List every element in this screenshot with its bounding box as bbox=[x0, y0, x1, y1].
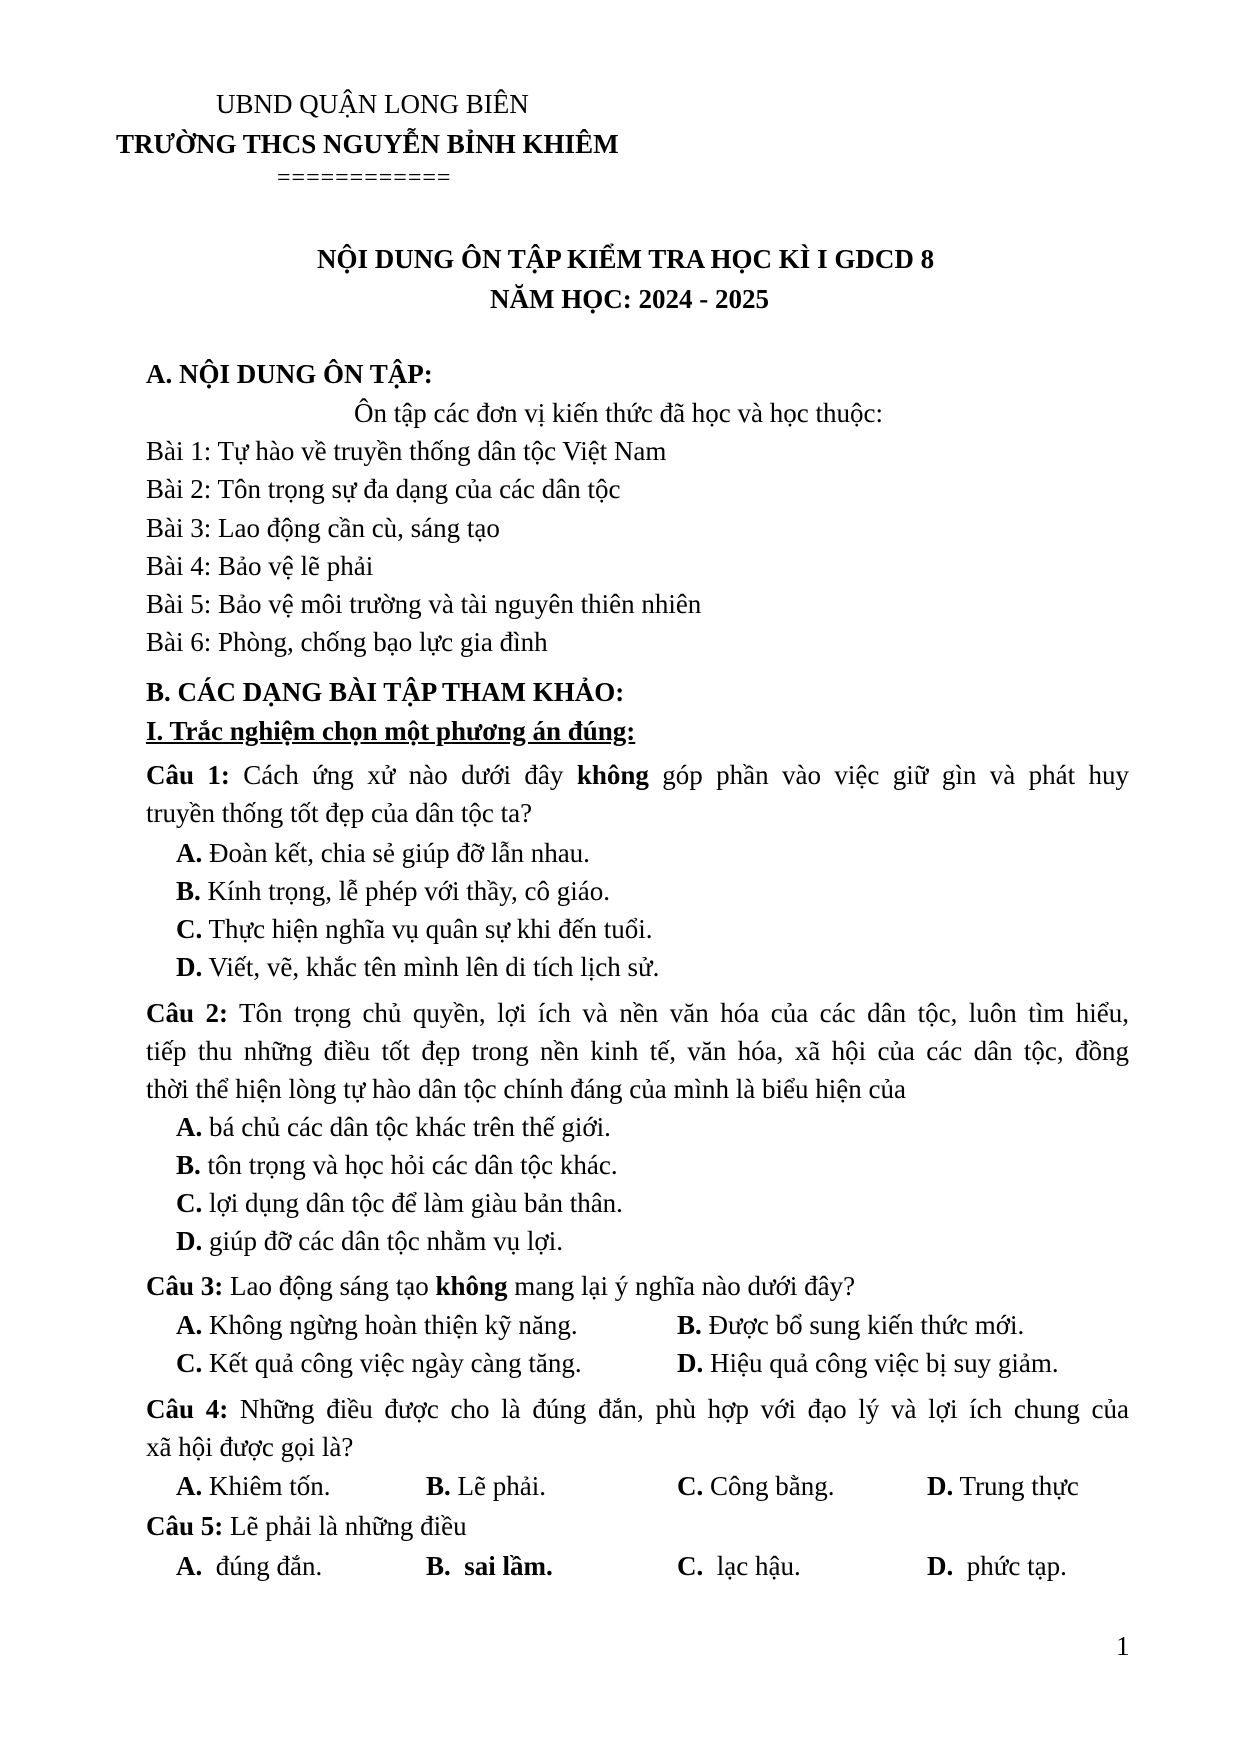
option-c: C. lạc hậu. bbox=[677, 1551, 801, 1581]
question-3-text: Câu 3: Lao động sáng tạo không mang lại ý nghĩa nào dưới đây? bbox=[146, 1271, 856, 1301]
option-a: A. bá chủ các dân tộc khác trên thế giới. bbox=[176, 1112, 611, 1142]
document-title: NỘI DUNG ÔN TẬP KIỂM TRA HỌC KÌ I GDCD 8 bbox=[317, 244, 935, 274]
question-2-text: Câu 2: Tôn trọng chủ quyền, lợi ích và nền văn hóa của các dân tộc, luôn tìm hiểu, bbox=[146, 998, 1130, 1028]
option-b: B. tôn trọng và học hỏi các dân tộc khác. bbox=[176, 1150, 618, 1180]
emphasis: không bbox=[576, 760, 649, 790]
option-c: C. Công bằng. bbox=[677, 1471, 835, 1501]
option-b: B. Lẽ phải. bbox=[426, 1471, 546, 1501]
section-b-subheading: I. Trắc nghiệm chọn một phương án đúng: bbox=[146, 716, 636, 746]
option-a: A. Khiêm tốn. bbox=[176, 1471, 331, 1501]
header-divider: ============ bbox=[277, 165, 452, 191]
question-label: Câu 5: bbox=[146, 1511, 224, 1541]
option-d: D. giúp đỡ các dân tộc nhằm vụ lợi. bbox=[176, 1226, 563, 1256]
section-b-heading: B. CÁC DẠNG BÀI TẬP THAM KHẢO: bbox=[146, 677, 625, 707]
option-d: D. Hiệu quả công việc bị suy giảm. bbox=[677, 1348, 1059, 1378]
option-b: B. Kính trọng, lễ phép với thầy, cô giáo. bbox=[176, 876, 610, 906]
lesson-item: Bài 6: Phòng, chống bạo lực gia đình bbox=[146, 627, 548, 657]
emphasis: không bbox=[435, 1271, 508, 1301]
page-number: 1 bbox=[1116, 1631, 1130, 1661]
question-2-text-cont: tiếp thu những điều tốt đẹp trong nền kinh tế, văn hóa, xã hội của các dân tộc, đồng bbox=[146, 1036, 1129, 1066]
question-4-text: Câu 4: Những điều được cho là đúng đắn, phù hợp với đạo lý và lợi ích chung của bbox=[146, 1394, 1129, 1424]
option-c: C. lợi dụng dân tộc để làm giàu bản thân. bbox=[176, 1188, 623, 1218]
question-1-text: Câu 1: Cách ứng xử nào dưới đây không góp phần vào việc giữ gìn và phát huy bbox=[146, 760, 1129, 790]
option-a: A. Đoàn kết, chia sẻ giúp đỡ lẫn nhau. bbox=[176, 838, 590, 868]
question-5-text: Câu 5: Lẽ phải là những điều bbox=[146, 1511, 467, 1541]
option-d: D. Viết, vẽ, khắc tên mình lên di tích lịch sử. bbox=[176, 952, 660, 982]
question-2-text-cont: thời thể hiện lòng tự hào dân tộc chính đáng của mình là biểu hiện của bbox=[146, 1074, 906, 1104]
question-4-text-cont: xã hội được gọi là? bbox=[146, 1432, 354, 1462]
question-label: Câu 4: bbox=[146, 1394, 229, 1424]
lesson-item: Bài 4: Bảo vệ lẽ phải bbox=[146, 551, 374, 581]
option-c: C. Kết quả công việc ngày càng tăng. bbox=[176, 1348, 582, 1378]
school-year: NĂM HỌC: 2024 - 2025 bbox=[490, 284, 769, 314]
option-d: D. phức tạp. bbox=[927, 1551, 1067, 1581]
option-b: B. sai lầm. bbox=[426, 1551, 553, 1581]
option-c: C. Thực hiện nghĩa vụ quân sự khi đến tuổi. bbox=[176, 914, 653, 944]
question-label: Câu 2: bbox=[146, 998, 228, 1028]
lesson-item: Bài 5: Bảo vệ môi trường và tài nguyên thiên nhiên bbox=[146, 589, 702, 619]
option-a: A. Không ngừng hoàn thiện kỹ năng. bbox=[176, 1310, 578, 1340]
lesson-item: Bài 2: Tôn trọng sự đa dạng của các dân tộc bbox=[146, 474, 621, 504]
school-name: TRƯỜNG THCS NGUYỄN BỈNH KHIÊM bbox=[116, 129, 619, 159]
section-a-intro: Ôn tập các đơn vị kiến thức đã học và học thuộc: bbox=[354, 398, 883, 428]
district-name: UBND QUẬN LONG BIÊN bbox=[216, 89, 529, 119]
question-label: Câu 3: bbox=[146, 1271, 224, 1301]
lesson-item: Bài 3: Lao động cần cù, sáng tạo bbox=[146, 513, 500, 543]
option-a: A. đúng đắn. bbox=[176, 1551, 323, 1581]
option-b: B. Được bổ sung kiến thức mới. bbox=[677, 1310, 1025, 1340]
option-d: D. Trung thực bbox=[927, 1471, 1079, 1501]
question-1-text-cont: truyền thống tốt đẹp của dân tộc ta? bbox=[146, 798, 533, 828]
question-label: Câu 1: bbox=[146, 760, 230, 790]
lesson-item: Bài 1: Tự hào về truyền thống dân tộc Việt Nam bbox=[146, 436, 667, 466]
section-a-heading: A. NỘI DUNG ÔN TẬP: bbox=[146, 359, 433, 389]
